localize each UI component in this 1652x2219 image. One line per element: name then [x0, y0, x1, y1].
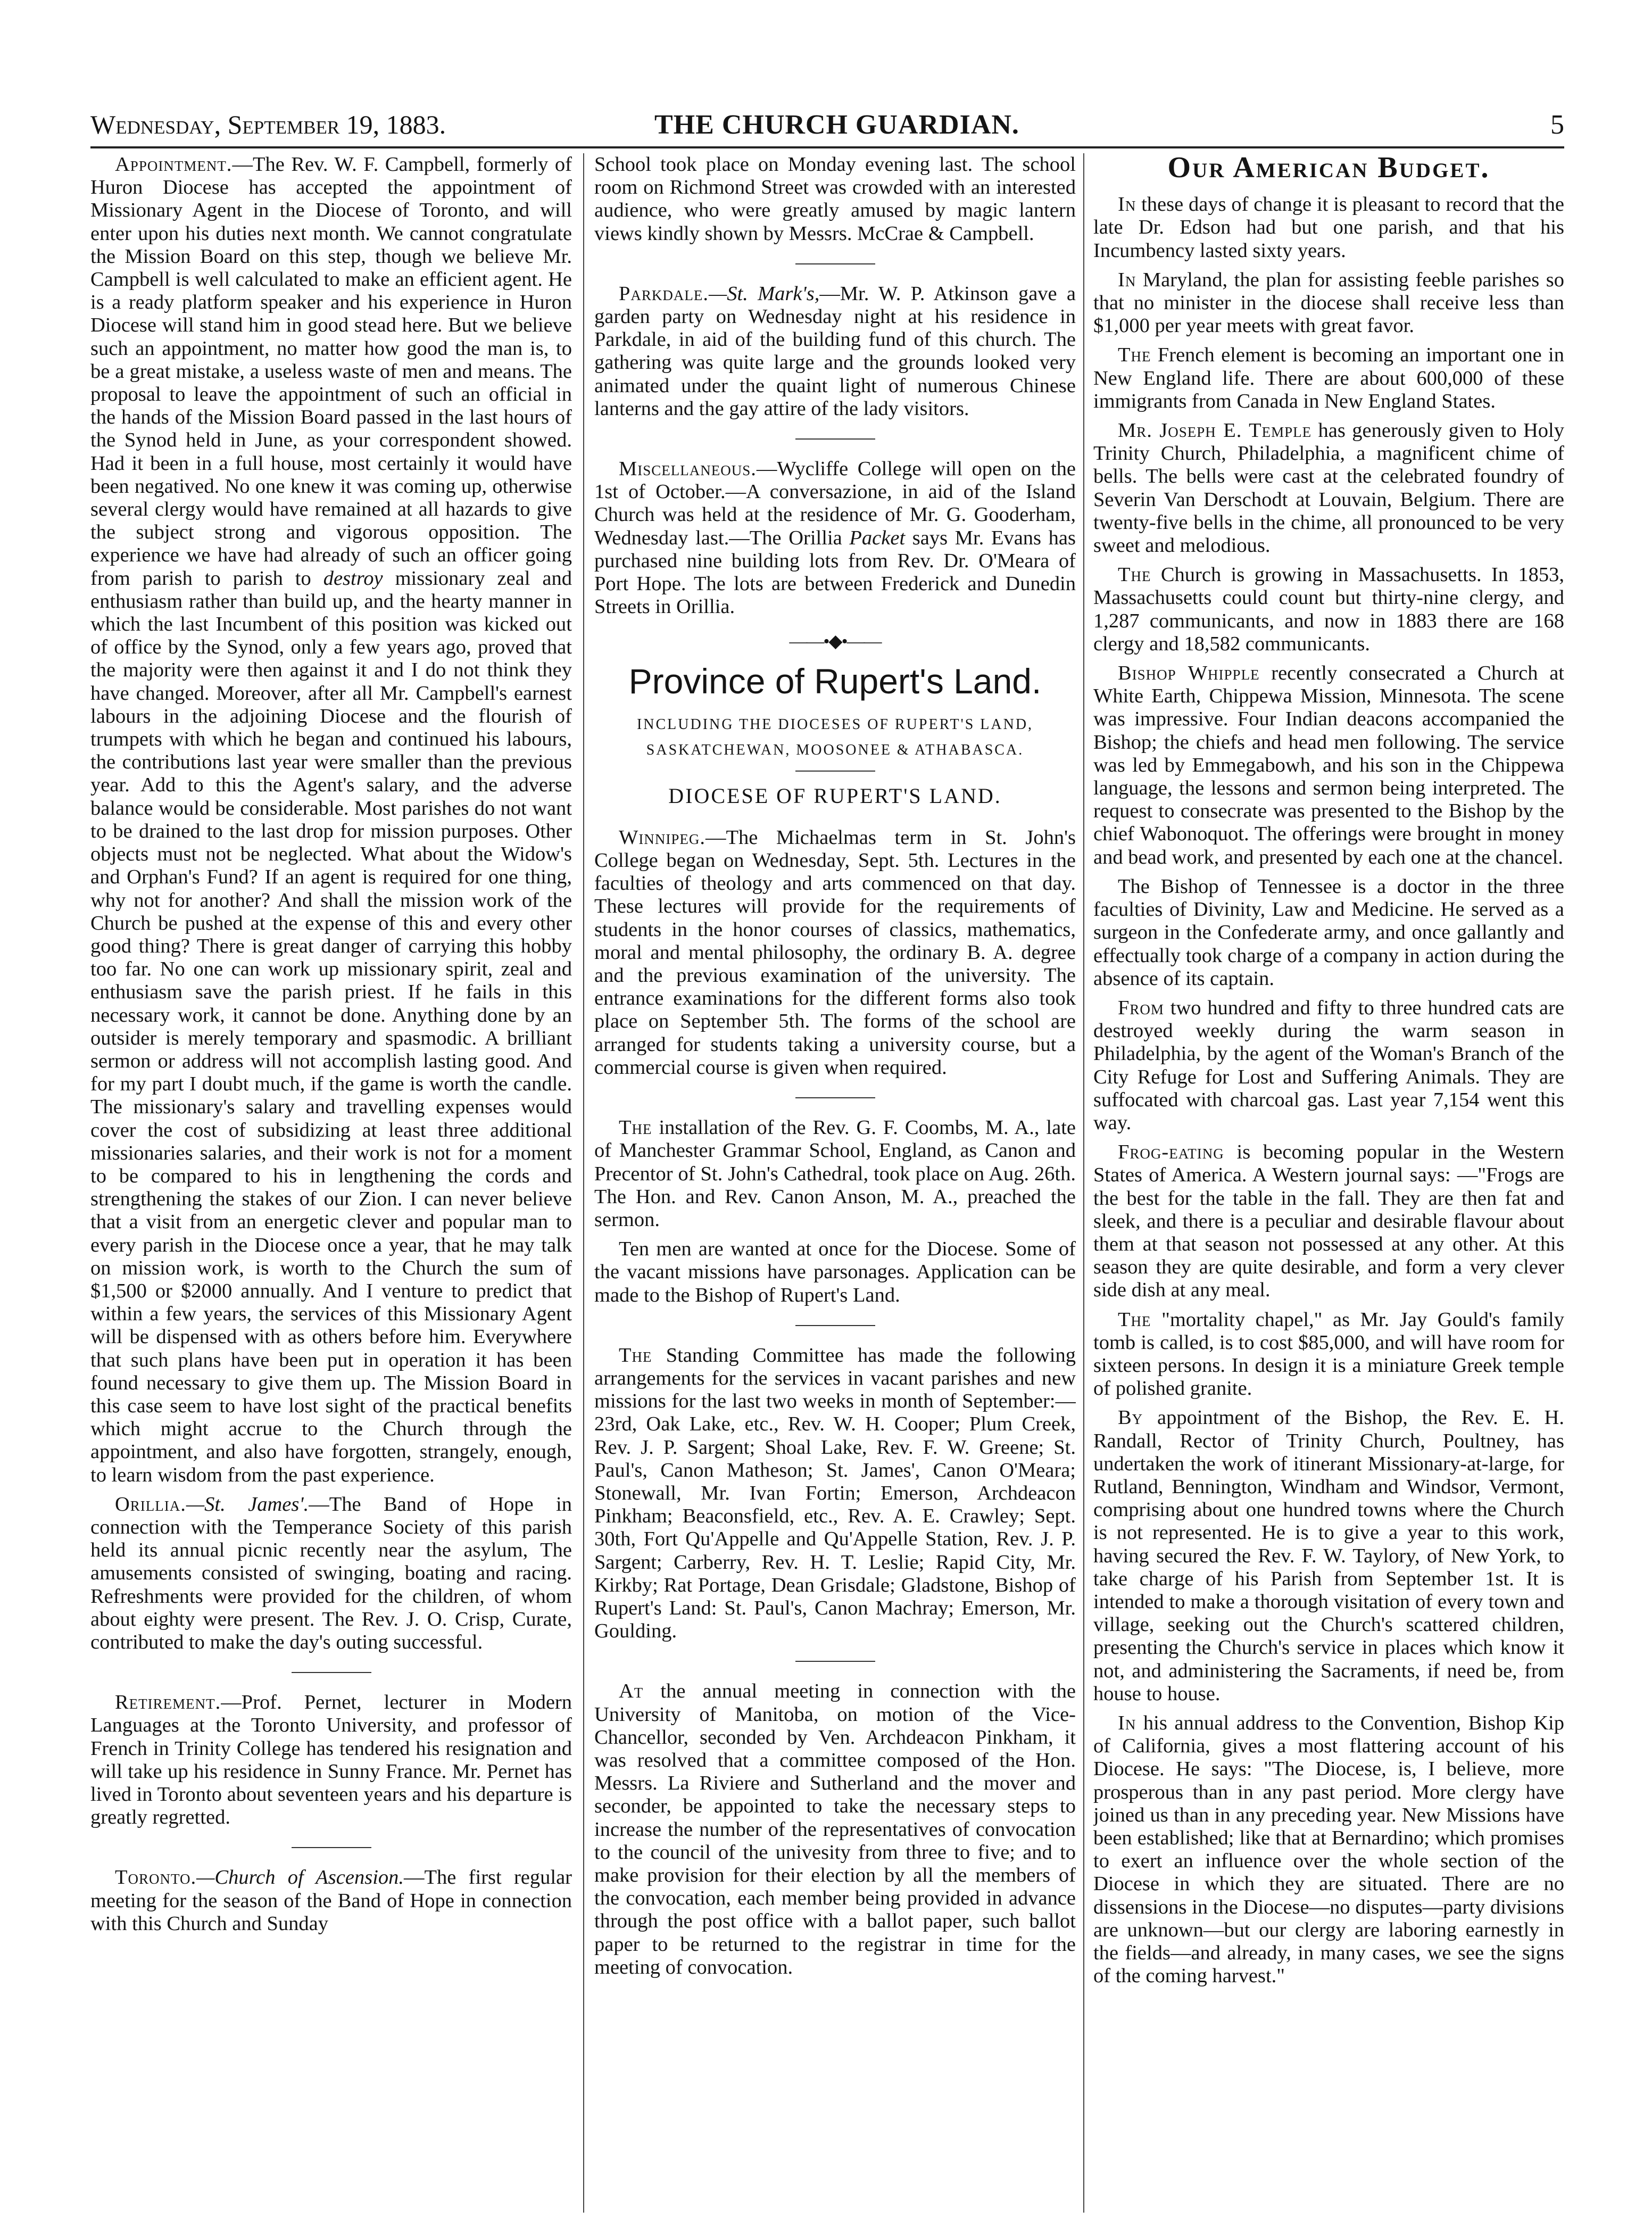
- article-ten-men: Ten men are wanted at once for the Diocese. Some of the vacant missions have parsonages. Application can be made to the Bishop of Rupert's Land.: [594, 1238, 1076, 1306]
- article-text: —The Michaelmas term in St. John's College began on Wednesday, Sept. 5th. Lectures in the faculties of theology and arts commenced on that day. These lectures will provide for the requirements of students in the honor courses of classics, mathematics, moral and mental philosophy, the ordinary B. A. degree and the previous examination of the university. The entrance examinations for the different forms also took place on September 5th. The forms of the school are arranged for students taking a university course, but a commercial course is given when required.: [594, 826, 1076, 1079]
- column-rule: [1083, 153, 1084, 2213]
- separator-rule: [292, 1672, 371, 1673]
- budget-items: [1093, 193, 1564, 1988]
- separator-rule: [292, 1847, 371, 1848]
- separator-rule: [795, 771, 875, 772]
- item-text: "mortality chapel," as Mr. Jay Gould's family tomb is called, is to cost $85,000, and will have room for sixteen persons. In design it is a miniature Greek temple of polished granite.: [1093, 1308, 1564, 1400]
- lead-word: Bishop Whipple: [1118, 662, 1260, 685]
- article-text: —The first regular meeting for the season of the Band of Hope in connection with this Church and Sunday: [90, 1866, 572, 1935]
- section-title: Province of Rupert's Land.: [628, 661, 1042, 701]
- budget-item: [1093, 1406, 1564, 1705]
- lead-word: From: [1118, 996, 1164, 1019]
- separator-rule: [795, 263, 875, 264]
- article-text: —The Rev. W. F. Campbell, formerly of Huron Diocese has accepted the appointment of Missionary Agent in the Diocese of Toronto, and will enter upon his duties next month. We cannot congratulate the Mission Board on this step, though we believe Mr. Campbell is well calculated to make an efficient agent. He is a ready platform speaker and his experience in Huron Diocese will stand him in good stead here. But we believe such an appointment, no matter how good the man is, to be a great mistake, a useless waste of men and means. The proposal to leave the appointment of such an official in the hands of the Mission Board passed in the last hours of the Synod held in June, as your correspondent showed. Had it been in a full house, most certainly it would have been negatived. No one knew it was coming up, otherwise several clergy would have remained at all hazards to give the subject strong and vigorous opposition. The experience we have had already of such an officer going from parish to parish to: [90, 153, 572, 590]
- diocese-heading: DIOCESE OF RUPERT'S LAND.: [668, 783, 1002, 808]
- budget-item: [1093, 1141, 1564, 1302]
- separator-rule: [795, 1325, 875, 1326]
- separator-rule: [795, 438, 875, 440]
- issue-date: Wednesday, September 19, 1883.: [90, 110, 446, 139]
- article-text: —Wycliffe College will open on the 1st of October.—A conversazione, in aid of the Island Church was held at the residence of Mr. G. Gooderham, Wednesday last.—The Orillia: [594, 458, 1076, 549]
- article-toronto-continued: School took place on Monday evening last. The school room on Richmond Street was crowded with an interested audience, who were greatly amused by magic lantern views kindly shown by Messrs. McCrae & Campbell.: [594, 153, 1076, 245]
- subtitle-line: INCLUDING THE DIOCESES OF RUPERT'S LAND,: [636, 716, 1034, 733]
- lead-word: In: [1118, 193, 1136, 216]
- section-title: Our American Budget.: [1167, 153, 1490, 184]
- article-text: Standing Committee has made the following arrangements for the services in vacant parishes and new missions for the last two weeks in month of September:—23rd, Oak Lake, etc., Rev. W. H. Cooper; Plum Creek, Rev. J. P. Sargent; Shoal Lake, Rev. F. W. Greene; St. Paul's, Canon Matheson; St. James', Canon O'Meara; Stonewall, Mr. Ivan Fortin; Emerson, Archdeacon Pinkham; Beaconsfield, etc., Rev. A. E. Crawley; Sept. 30th, Fort Qu'Appelle and Qu'Appelle Station, Rev. J. P. Sargent; Carberry, Rev. H. T. Leslie; Rapid City, Mr. Kirkby; Rat Portage, Dean Grisdale; Gladstone, Bishop of Rupert's Land: St. Paul's, Canon Machray; Emerson, Mr. Goulding.: [594, 1344, 1076, 1643]
- item-text: French element is becoming an important one in New England life. There are about 600,000 of these immigrants from Canada in New England States.: [1093, 344, 1564, 412]
- item-text: is becoming popular in the Western States of America. A Western journal says: —"Frogs are the best for the table in the fall. They are then fat and sleek, and there is a peculiar and desirable flavour about them at that season not possessed at any other. At this season they are quite desirable, and form a very clever side dish at any meal.: [1093, 1141, 1564, 1302]
- lead-word: By: [1118, 1406, 1143, 1429]
- article-text: says Mr. Evans has purchased nine building lots from Rev. Dr. O'Meara of Port Hope. The lots are between Frederick and Dunedin Streets in Orillia.: [594, 526, 1076, 618]
- item-text: recently consecrated a Church at White Earth, Chippewa Mission, Minnesota. The scene was impressive. Four Indian deacons accompanied the Bishop; the chiefs and head men following. The service was led by Emmegabowh, and his son in the Chippewa language, the lessons and sermon being interpreted. The request to consecrate was presented to the Bishop by the chief Wabonoquot. The offerings were brought in money and bead work, and presented by each one at the chancel.: [1093, 662, 1564, 868]
- article-text: —Mr. W. P. Atkinson gave a garden party on Wednesday night at his residence in Parkdale, in aid of the building fund of this church. The gathering was quite large and the grounds looked very animated under the quaint light of numerous Chinese lanterns and the gay attire of the lady visitors.: [594, 282, 1076, 420]
- lead-word: Miscellaneous.: [619, 458, 757, 481]
- lead-word: Parkdale.: [619, 282, 709, 305]
- item-text: Maryland, the plan for assisting feeble parishes so that no minister in the diocese shall receive less than $1,000 per year meets with great favor.: [1093, 268, 1564, 337]
- budget-item: [1093, 193, 1564, 262]
- budget-item: [1093, 564, 1564, 656]
- budget-item: [1093, 269, 1564, 338]
- lead-word: Mr. Joseph E. Temple: [1118, 419, 1312, 442]
- emphasis: —St. Mark's,: [709, 282, 820, 305]
- item-text: two hundred and fifty to three hundred cats are destroyed weekly during the warm season in Philadelphia, by the agent of the Woman's Branch of the City Refuge for Lost and Suffering Animals. They are suffocated with charcoal gas. Last year 7,154 went this way.: [1093, 996, 1564, 1134]
- ornament-divider: ——•◆•——: [789, 632, 881, 652]
- article-annual-meeting: [594, 1680, 1076, 1979]
- newspaper-title: THE CHURCH GUARDIAN.: [654, 110, 1019, 140]
- article-text: —Prof. Pernet, lecturer in Modern Languages at the Toronto University, and professor of French in Trinity College has tendered his resignation and will take up his residence in Sunny France. Mr. Pernet has lived in Toronto about seventeen years and his departure is greatly regretted.: [90, 1691, 572, 1829]
- masthead: [90, 104, 1564, 148]
- emphasis: destroy: [323, 567, 383, 590]
- lead-word: The: [1118, 344, 1151, 367]
- article-toronto: [90, 1866, 572, 1935]
- article-parkdale: [594, 283, 1076, 420]
- lead-word: The: [1118, 564, 1151, 586]
- lead-word: The: [1118, 1308, 1151, 1331]
- article-orillia: [90, 1493, 572, 1654]
- lead-word: In: [1118, 268, 1136, 291]
- separator-rule: [795, 1661, 875, 1662]
- emphasis: Packet: [849, 526, 906, 549]
- column-3: [1093, 153, 1564, 2213]
- lead-word: The: [619, 1116, 652, 1139]
- item-text: Church is growing in Massachusetts. In 1853, Massachusetts could count but thirty-nine clergy, and 1,287 communicants, and now in 1883 there are 168 clergy and 18,582 communicants.: [1093, 564, 1564, 655]
- lead-word: Toronto.: [115, 1866, 197, 1889]
- budget-item: [1093, 997, 1564, 1135]
- budget-item: [1093, 662, 1564, 869]
- article-appointment: [90, 153, 572, 1487]
- separator-rule: [795, 1097, 875, 1098]
- budget-item: [1093, 1712, 1564, 1988]
- emphasis: —St. James'.: [186, 1493, 309, 1516]
- article-text: —The Band of Hope in connection with the Temperance Society of this parish held its annual picnic recently near the asylum, The amusements consisted of swinging, boating and racing. Refreshments were provided for the children, of whom about eighty were present. The Rev. J. O. Crisp, Curate, contributed to make the day's outing successful.: [90, 1493, 572, 1653]
- column-rule: [583, 153, 584, 2213]
- item-text: has generously given to Holy Trinity Church, Philadelphia, a magnificent chime of bells. The bells were cast at the celebrated foundry of Severin Van Derschodt at Louvain, Belgium. There are twenty-five bells in the chime, all pronounced to be very sweet and melodious.: [1093, 419, 1564, 557]
- item-text: appointment of the Bishop, the Rev. E. H. Randall, Rector of Trinity Church, Poultney, has undertaken the work of itinerant Missionary-at-large, for Rutland, Bennington, Windham and Windsor, Vermont, comprising about one hundred towns where the Church is not represented. He is to give a year to this work, having secured the Rev. F. W. Taylory, of New York, to take charge of his Parish from September 1st. It is intended to make a thorough visitation of every town and village, seeking out the Church's scattered children, presenting the Church's service in places which know it not, and administering the Sacraments, if need be, from house to house.: [1093, 1406, 1564, 1705]
- column-2: [594, 153, 1076, 2213]
- article-text: installation of the Rev. G. F. Coombs, M. A., late of Manchester Grammar School, England, as Canon and Precentor of St. John's Cathedral, took place on Aug. 26th. The Hon. and Rev. Canon Anson, M. A., preached the sermon.: [594, 1116, 1076, 1231]
- budget-item: [1093, 1309, 1564, 1401]
- item-text: his annual address to the Convention, Bishop Kip of California, gives a most flattering account of his Diocese. He says: "The Diocese, is, I believe, more prosperous than in any past period. More clergy have joined us than in any preceding year. New Missions have been established; like that at Bernardino; which promises to exert an influence over the whole section of the Diocese in which they are situated. There are no dissensions in the Diocese—no disputes—party divisions are unknown—but our clergy are laboring earnestly in the fields—and already, in many cases, we see the signs of the coming harvest.": [1093, 1712, 1564, 1988]
- lead-word: In: [1118, 1712, 1136, 1734]
- budget-item: [1093, 875, 1564, 990]
- item-text: The Bishop of Tennessee is a doctor in the three faculties of Divinity, Law and Medicine. He served as a surgeon in the Confederate army, and once gallantly and effectually took charge of a company in action during the absence of its captain.: [1093, 875, 1564, 990]
- emphasis: —Church of Ascension.: [196, 1866, 404, 1889]
- article-text: the annual meeting in connection with the University of Manitoba, on motion of the Vice-Chancellor, seconded by Ven. Archdeacon Pinkham, it was resolved that a committee composed of the Hon. Messrs. La Riviere and Sutherland and the mover and seconder, be appointed to take the necessary steps to increase the number of the representatives of convocation to the council of the univesity from three to five; and to make provision for their election by all the members of the convocation, each member being provided in advance through the post office with a ballot paper, such ballot paper to be returned to the registrar in time for the meeting of convocation.: [594, 1680, 1076, 1978]
- lead-word: Retirement.: [115, 1691, 221, 1714]
- column-1: [90, 153, 572, 2213]
- article-standing-committee: [594, 1344, 1076, 1643]
- article-installation: [594, 1116, 1076, 1231]
- page-number: 5: [1550, 110, 1564, 140]
- budget-item: [1093, 419, 1564, 557]
- lead-word: At: [619, 1680, 644, 1703]
- item-text: these days of change it is pleasant to record that the late Dr. Edson had but one parish, and that his Incumbency lasted sixty years.: [1093, 193, 1564, 262]
- lead-word: Appointment.: [115, 153, 233, 176]
- budget-item: [1093, 344, 1564, 413]
- section-subtitle: [594, 712, 1076, 763]
- article-winnipeg: [594, 826, 1076, 1079]
- lead-word: Orillia.: [115, 1493, 186, 1516]
- article-retirement: [90, 1691, 572, 1829]
- lead-word: Frog-eating: [1118, 1141, 1224, 1164]
- lead-word: The: [619, 1344, 652, 1367]
- article-miscellaneous: [594, 458, 1076, 618]
- lead-word: Winnipeg.: [619, 826, 705, 849]
- article-text: missionary zeal and enthusiasm rather than build up, and the hearty manner in which the last Incumbent of this position was kicked out of office by the Synod, only a few years ago, proved that the majority were then against it and I do not think they have changed. Moreover, after all Mr. Campbell's earnest labours in the adjoining Diocese and the flourish of trumpets with which he began and continued his labours, the contributions last year were smaller than the previous year. Add to this the Agent's salary, and the adverse balance would be considerable. Most parishes do not want to be drained to the last drop for mission purposes. Other objects must not be neglected. What about the Widow's and Orphan's Fund? If an agent is required for one thing, why not for another? And shall the mission work of the Church be pushed at the expense of this and every other good thing? There is great danger of carrying this hobby too far. No one can work up missionary spirit, zeal and enthusiasm save the parish priest. If he fails in this necessary work, it cannot be done. Anything done by an outsider is merely temporary and spasmodic. A brilliant sermon or address will not accomplish lasting good. And for my part I doubt much, if the game is worth the candle. The missionary's salary and travelling expenses would cover the cost of subsidizing at least three additional missionaries salaries, and their work is not for a moment to be compared to his in lengthening the cords and strengthening the stakes of our Zion. I can never believe that a visit from an energetic clever and popular man to every parish in the Diocese once a year, that he may talk on mission work, is worth to the Church the sum of $1,500 or $2000 annually. And I venture to predict that within a few years, the services of this Missionary Agent will be dispensed with as others before him. Everywhere that such plans have been put in operation it has been found necessary to give them up. The Mission Board in this case seem to have lost sight of the practical benefits which might accrue to the Church through the appointment, and also have forgotten, strangely, enough, to learn wisdom from the past experience.: [90, 567, 572, 1486]
- subtitle-line: SASKATCHEWAN, MOOSONEE & ATHABASCA.: [646, 741, 1024, 758]
